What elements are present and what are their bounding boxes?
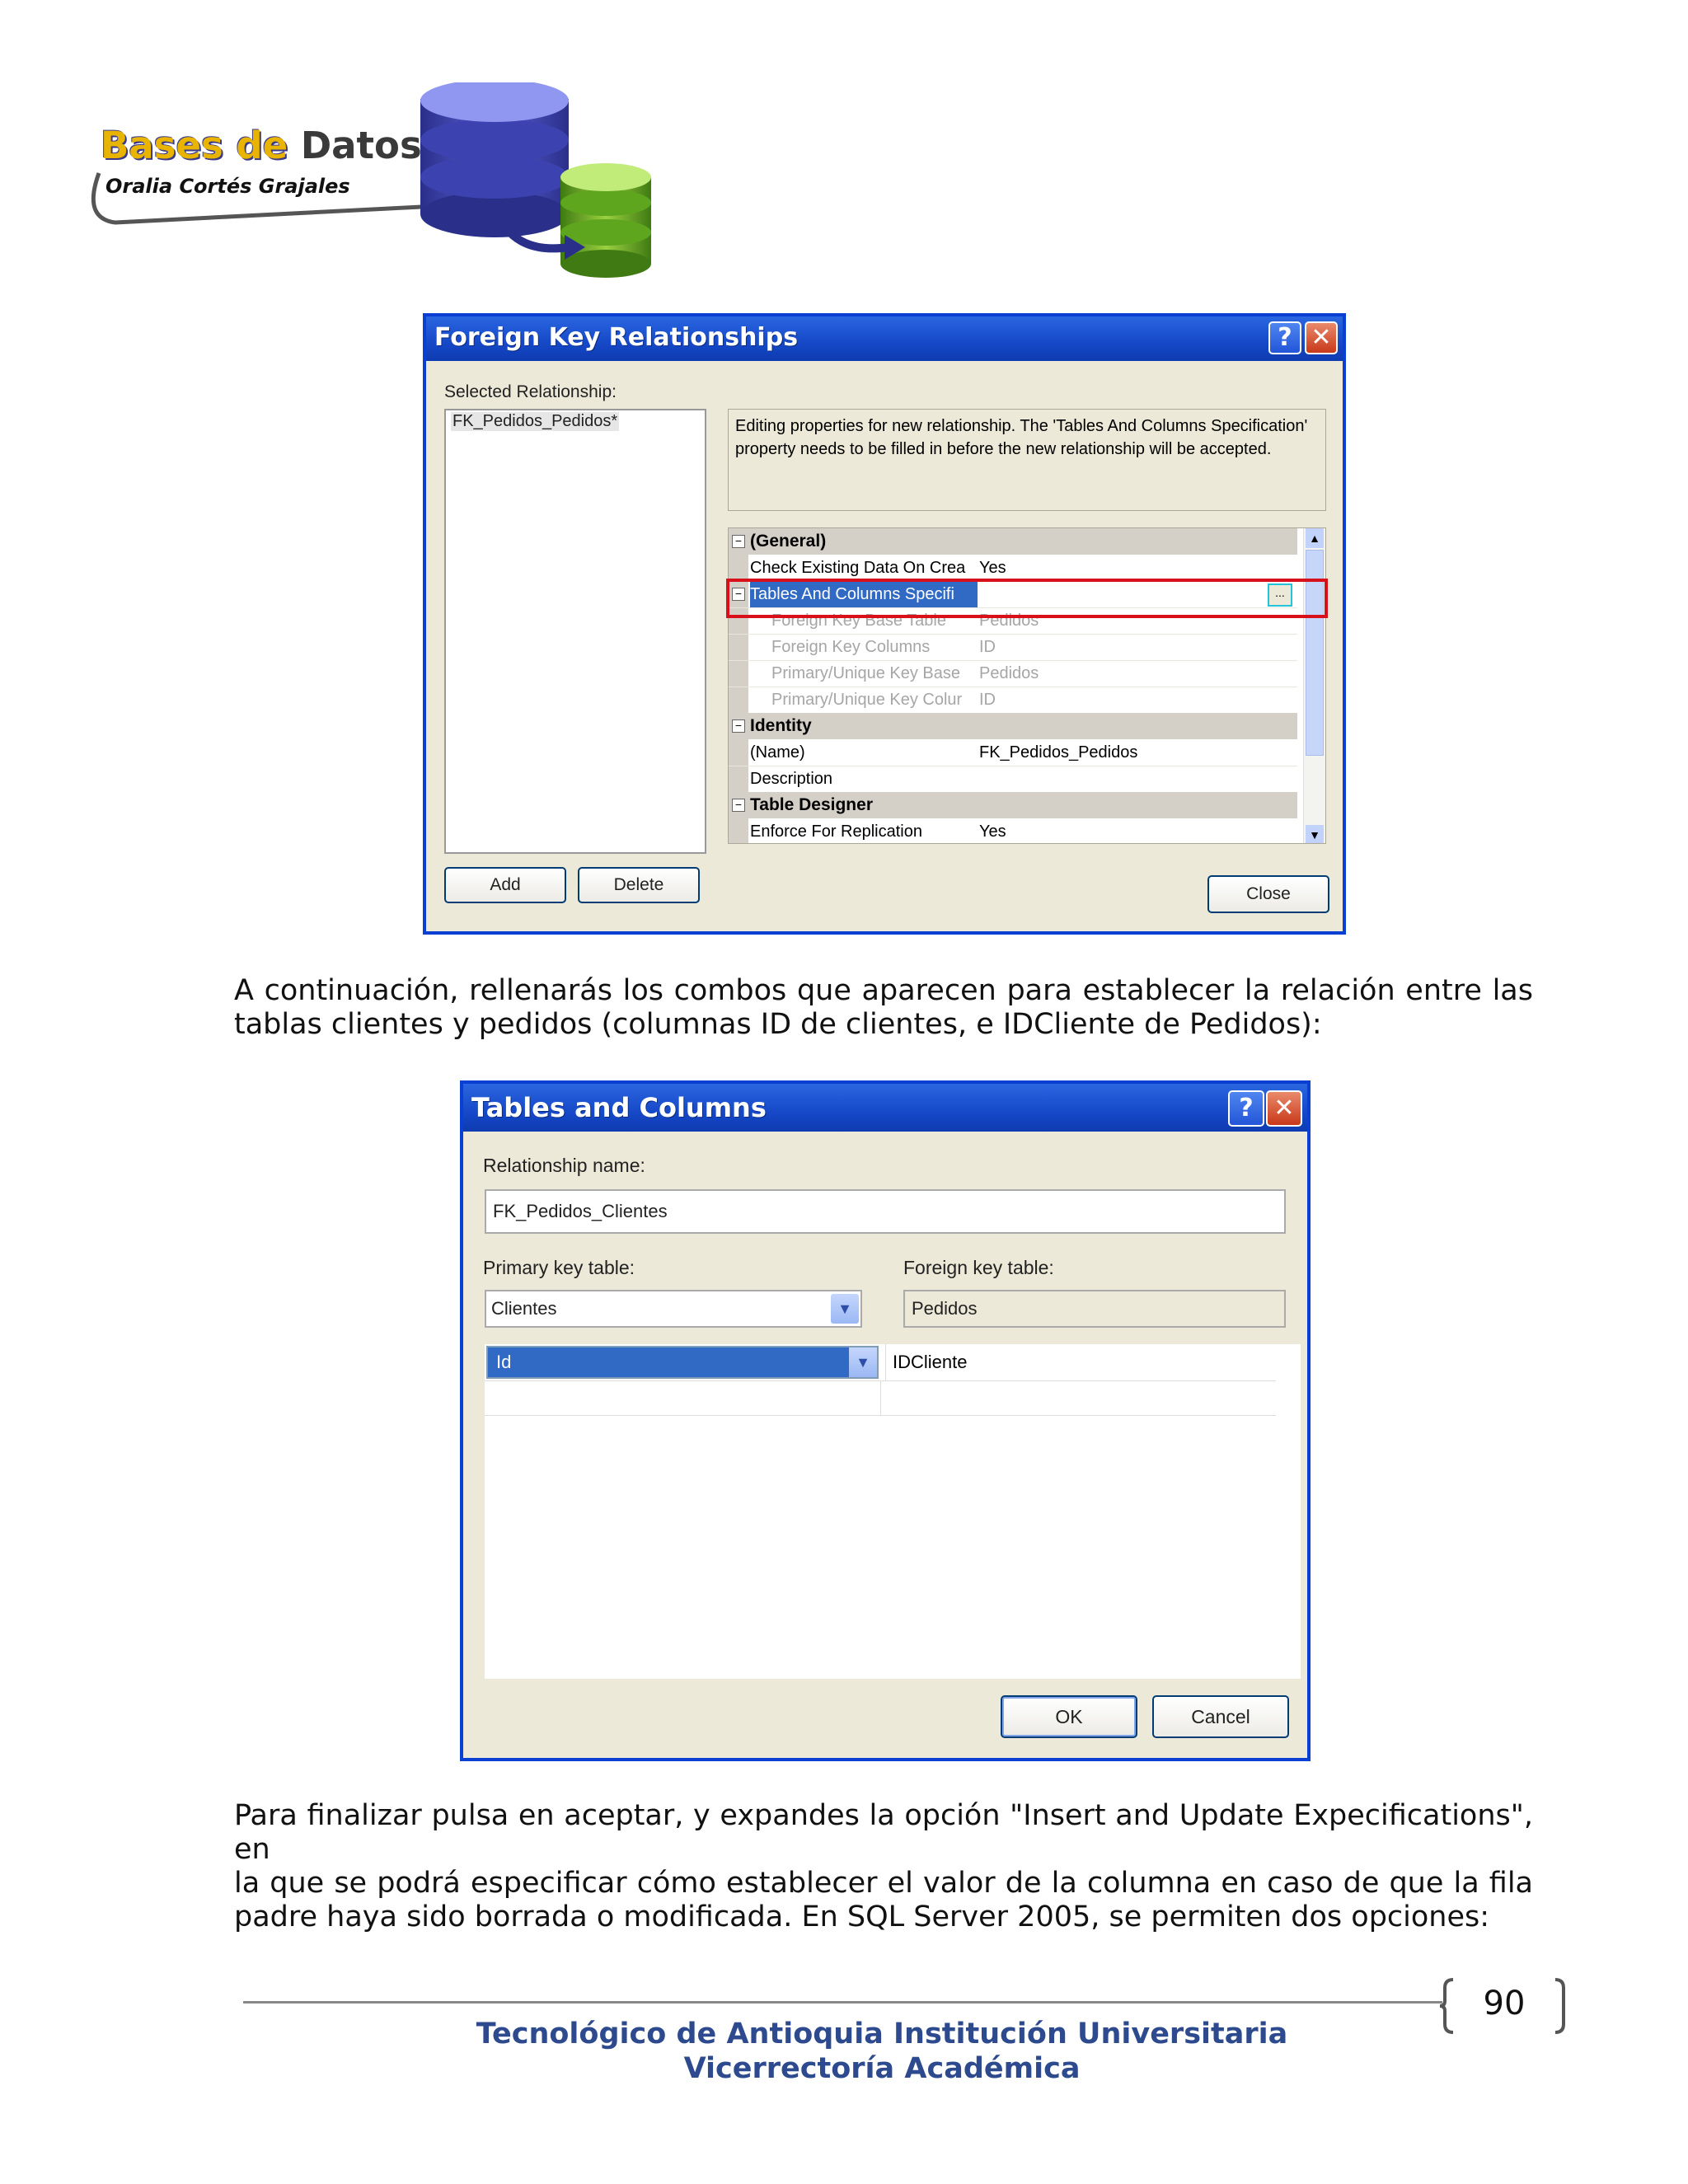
- primary-key-table-label: Primary key table:: [483, 1257, 635, 1278]
- highlight-box: [726, 579, 1328, 618]
- column-mapping-grid[interactable]: [485, 1344, 1301, 1679]
- paragraph-2-line-2: la que se podrá especificar cómo establecer el valor de la columna en caso de que la fila: [234, 1867, 1533, 1900]
- help-icon[interactable]: ?: [1228, 1090, 1264, 1127]
- property-grid-scrollbar[interactable]: [1303, 528, 1325, 844]
- property-grid[interactable]: [728, 527, 1326, 844]
- chevron-down-icon[interactable]: ▼: [831, 1294, 859, 1324]
- pk-column-select[interactable]: Id ▼: [486, 1346, 879, 1379]
- dialog-titlebar: [426, 316, 1343, 361]
- cancel-button[interactable]: Cancel: [1152, 1695, 1289, 1738]
- collapse-icon[interactable]: −: [732, 588, 745, 601]
- paragraph-2-line-3: padre haya sido borrada o modificada. En SQL Server 2005, se permiten dos opciones:: [234, 1900, 1490, 1933]
- primary-key-table-select[interactable]: Clientes ▼: [485, 1290, 862, 1328]
- dialog-title: Foreign Key Relationships: [434, 323, 799, 352]
- column-mapping-row[interactable]: [485, 1380, 1276, 1416]
- column-mapping-row[interactable]: [485, 1344, 1276, 1381]
- category-identity[interactable]: − Identity: [729, 713, 1297, 739]
- property-row[interactable]: Check Existing Data On Crea Yes: [729, 555, 1297, 582]
- fk-relationships-dialog: [423, 313, 1346, 935]
- collapse-icon[interactable]: −: [732, 535, 745, 548]
- page-number: 90: [1483, 1985, 1526, 2022]
- property-row[interactable]: Primary/Unique Key Base Pedidos: [729, 660, 1297, 687]
- add-button[interactable]: Add: [444, 867, 566, 903]
- ok-button[interactable]: OK: [1001, 1695, 1137, 1738]
- selected-relationship-label: Selected Relationship:: [444, 382, 617, 401]
- property-row[interactable]: Enforce For Replication Yes: [729, 818, 1297, 844]
- ellipsis-button[interactable]: ...: [1268, 583, 1292, 607]
- scroll-up-icon[interactable]: ▲: [1306, 528, 1324, 548]
- property-row[interactable]: Foreign Key Columns ID: [729, 634, 1297, 661]
- chevron-down-icon[interactable]: ▼: [849, 1347, 877, 1377]
- relationship-list-item[interactable]: FK_Pedidos_Pedidos*: [452, 412, 618, 430]
- property-row-selected[interactable]: − Tables And Columns Specifi ...: [729, 581, 1297, 608]
- category-general[interactable]: − (General): [729, 528, 1297, 555]
- paragraph-1: [234, 974, 1533, 1042]
- foreign-key-table-label: Foreign key table:: [903, 1257, 1054, 1278]
- relationship-name-label: Relationship name:: [483, 1155, 645, 1176]
- relationship-list[interactable]: [444, 409, 706, 854]
- property-row[interactable]: (Name) FK_Pedidos_Pedidos: [729, 739, 1297, 766]
- collapse-icon[interactable]: −: [732, 719, 745, 733]
- dialog-title: Tables and Columns: [471, 1092, 767, 1123]
- description-text: Editing properties for new relationship. The 'Tables And Columns Specification' property needs to be filled in before the new relationship will be accepted.: [735, 417, 1308, 458]
- close-icon[interactable]: ✕: [1266, 1090, 1302, 1127]
- delete-button[interactable]: Delete: [578, 867, 700, 903]
- paragraph-1-line-2: tablas clientes y pedidos (columnas ID de clientes, e IDCliente de Pedidos):: [234, 1008, 1322, 1041]
- category-table-designer[interactable]: − Table Designer: [729, 792, 1297, 818]
- logo-author: Oralia Cortés Grajales: [106, 175, 350, 198]
- collapse-icon[interactable]: −: [732, 799, 745, 812]
- scroll-down-icon[interactable]: ▼: [1306, 825, 1324, 844]
- footer-department: Vicerrectoría Académica: [683, 2052, 1081, 2085]
- close-button[interactable]: Close: [1207, 875, 1329, 913]
- footer-institution: Tecnológico de Antioquia Institución Universitaria: [476, 2018, 1288, 2050]
- help-icon[interactable]: ?: [1268, 321, 1301, 354]
- close-icon[interactable]: ✕: [1305, 321, 1338, 354]
- tables-columns-dialog: [460, 1080, 1311, 1761]
- paragraph-1-line-1: A continuación, rellenarás los combos que aparecen para establecer la relación entre las: [234, 974, 1533, 1007]
- dialog-titlebar: [463, 1084, 1307, 1132]
- fk-column-cell[interactable]: IDCliente: [885, 1344, 1276, 1380]
- property-row[interactable]: Description: [729, 766, 1297, 793]
- property-row[interactable]: Primary/Unique Key Colur ID: [729, 687, 1297, 714]
- description-box: [728, 409, 1326, 511]
- foreign-key-table-field: Pedidos: [903, 1290, 1286, 1328]
- logo-title: Bases de Datos: [101, 124, 422, 167]
- footer-rule: [243, 2001, 1442, 2004]
- paragraph-2: [234, 1799, 1533, 1934]
- relationship-name-input[interactable]: FK_Pedidos_Clientes: [485, 1189, 1286, 1234]
- property-row[interactable]: Foreign Key Base Table Pedidos: [729, 607, 1297, 635]
- paragraph-2-line-1: Para finalizar pulsa en aceptar, y expandes la opción "Insert and Update Expecifications", en: [234, 1799, 1533, 1866]
